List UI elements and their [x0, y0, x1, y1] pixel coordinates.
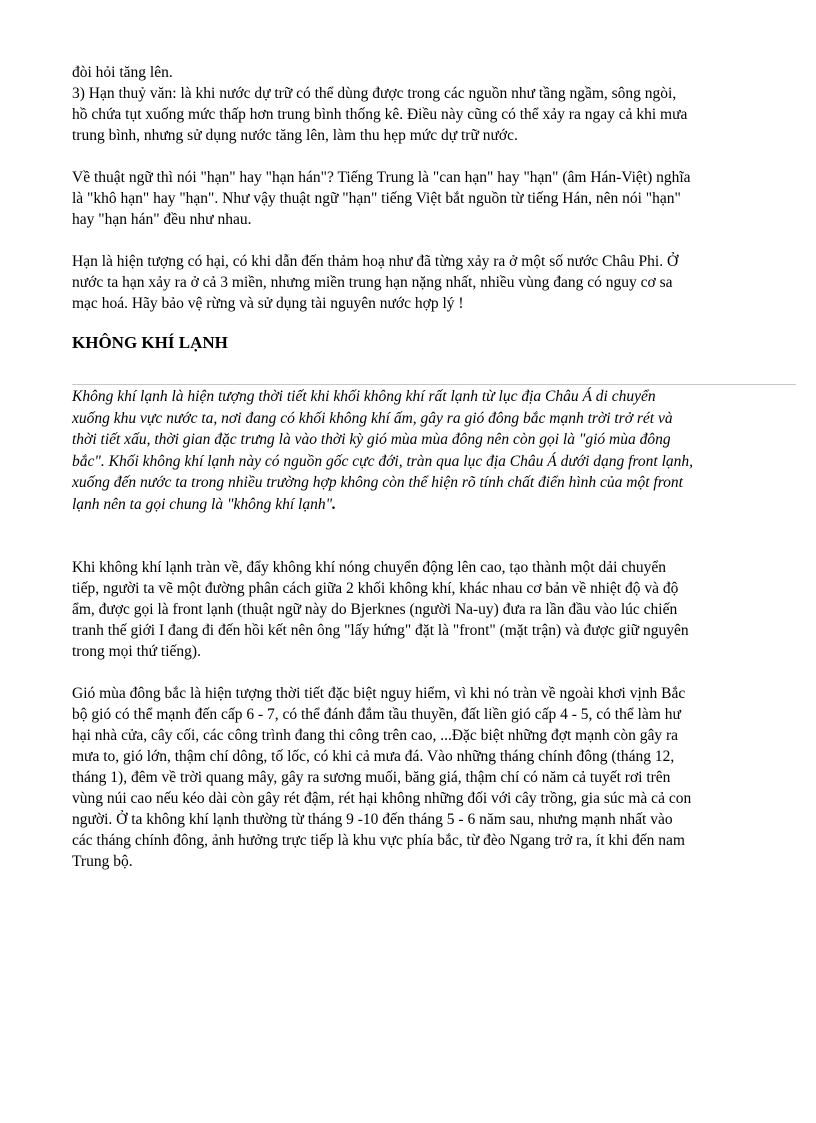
section-heading: KHÔNG KHÍ LẠNH [72, 333, 228, 352]
text-line: 3) Hạn thuỷ văn: là khi nước dự trữ có thể dùng được trong các nguồn như tầng ngầm, sông ngòi, [72, 85, 677, 102]
text-line: xuống đến nước ta trong nhiều trường hợp không còn thể hiện rõ tính chất điển hình của một front [72, 474, 683, 491]
text-line: các tháng chính đông, ảnh hưởng trực tiếp là khu vực phía bắc, từ đèo Ngang trở ra, ít khi đến nam [72, 832, 685, 849]
text-line: trong mọi thứ tiếng). [72, 643, 201, 660]
text-line: hay "hạn hán" đều như nhau. [72, 211, 252, 228]
paragraph-spacer [72, 662, 772, 683]
text-line-end: . [332, 495, 336, 513]
text-line: trung bình, nhưng sử dụng nước tăng lên, làm thu hẹp mức dự trữ nước. [72, 127, 518, 144]
text-line: Về thuật ngữ thì nói "hạn" hay "hạn hán"? Tiếng Trung là "can hạn" hay "hạn" (âm Hán-Việt) nghĩa [72, 169, 691, 186]
text-line: bộ gió có thể mạnh đến cấp 6 - 7, có thể đánh đắm tầu thuyền, đất liền gió cấp 4 - 5, có thể làm hư [72, 706, 681, 723]
text-line: Không khí lạnh là hiện tượng thời tiết khi khối không khí rất lạnh từ lục địa Châu Á di chuyển [72, 388, 656, 405]
text-line: Hạn là hiện tượng có hại, có khi dẫn đến thảm hoạ như đã từng xảy ra ở một số nước Châu Phi. Ở [72, 253, 679, 270]
text-line: bắc". Khối không khí lạnh này có nguồn gốc cực đới, tràn qua lục địa Châu Á dưới dạng front lạnh, [72, 452, 694, 470]
text-line: tranh thế giới I đang đi đến hồi kết nên ông "lấy hứng" đặt là "front" (mặt trận) và được giữ nguyên [72, 622, 689, 639]
text-line: ẩm, được gọi là front lạnh (thuật ngữ này do Bjerknes (người Na-uy) đưa ra lần đầu vào lúc chiến [72, 601, 678, 618]
text-line: nước ta hạn xảy ra ở cả 3 miền, nhưng miền trung hạn nặng nhất, nhiều vùng đang có nguy cơ sa [72, 274, 673, 291]
text-line: mưa to, gió lớn, thậm chí dông, tố lốc, có khi cả mưa đá. Vào những tháng chính đông (tháng 12, [72, 748, 675, 765]
text-line: lạnh nên ta gọi chung là "không khí lạnh" [72, 495, 333, 513]
paragraph-spacer [72, 515, 772, 557]
paragraph-northeast-monsoon [72, 683, 772, 872]
paragraph-spacer [72, 230, 772, 251]
paragraph-terminology [72, 167, 772, 230]
text-line: hồ chứa tụt xuống mức thấp hơn trung bình thống kê. Điều này cũng có thể xảy ra ngay cả khi mưa [72, 106, 688, 123]
text-line: xuống khu vực nước ta, nơi đang có khối không khí ấm, gây ra gió đông bắc mạnh trời trở rét và [72, 409, 673, 427]
paragraph-cold-front [72, 557, 772, 662]
text-line: tiếp, người ta vẽ một đường phân cách giữa 2 khối không khí, khác nhau cơ bản về nhiệt độ và độ [72, 580, 679, 597]
paragraph-drought-harm [72, 251, 772, 314]
page-content [72, 62, 772, 872]
text-line: đòi hỏi tăng lên. [72, 64, 173, 81]
italic-intro [72, 386, 782, 515]
text-line: Trung bộ. [72, 853, 133, 870]
paragraph-spacer [72, 146, 772, 167]
paragraph-drought-hydrological [72, 62, 772, 146]
text-line: người. Ở ta không khí lạnh thường từ tháng 9 -10 đến tháng 5 - 6 năm sau, nhưng mạnh nhất vào [72, 811, 673, 828]
divider [72, 384, 796, 385]
text-line: là "khô hạn" hay "hạn". Như vậy thuật ngữ "hạn" tiếng Việt bắt nguồn từ tiếng Hán, nên nói "hạn" [72, 190, 681, 207]
text-line: mạc hoá. Hãy bảo vệ rừng và sử dụng tài nguyên nước hợp lý ! [72, 295, 464, 312]
text-line: vùng núi cao nếu kéo dài còn gây rét đậm, rét hại không những đối với cây trồng, gia súc mà cả con [72, 790, 692, 807]
text-line: tháng 1), đêm về trời quang mây, gây ra sương muối, băng giá, thậm chí có năm cả tuyết rơi trên [72, 769, 671, 786]
text-line: Gió mùa đông bắc là hiện tượng thời tiết đặc biệt nguy hiểm, vì khi nó tràn về ngoài khơi vịnh Bắc [72, 685, 686, 702]
text-line: hại nhà cửa, cây cối, các công trình đang thi công trên cao, ...Đặc biệt những đợt mạnh còn gây ra [72, 727, 679, 744]
text-line: thời tiết xấu, thời gian đặc trưng là vào thời kỳ gió mùa mùa đông nên còn gọi là "gió mùa đông [72, 431, 671, 448]
text-line: Khi không khí lạnh tràn về, đẩy không khí nóng chuyển động lên cao, tạo thành một dải chuyển [72, 559, 667, 576]
